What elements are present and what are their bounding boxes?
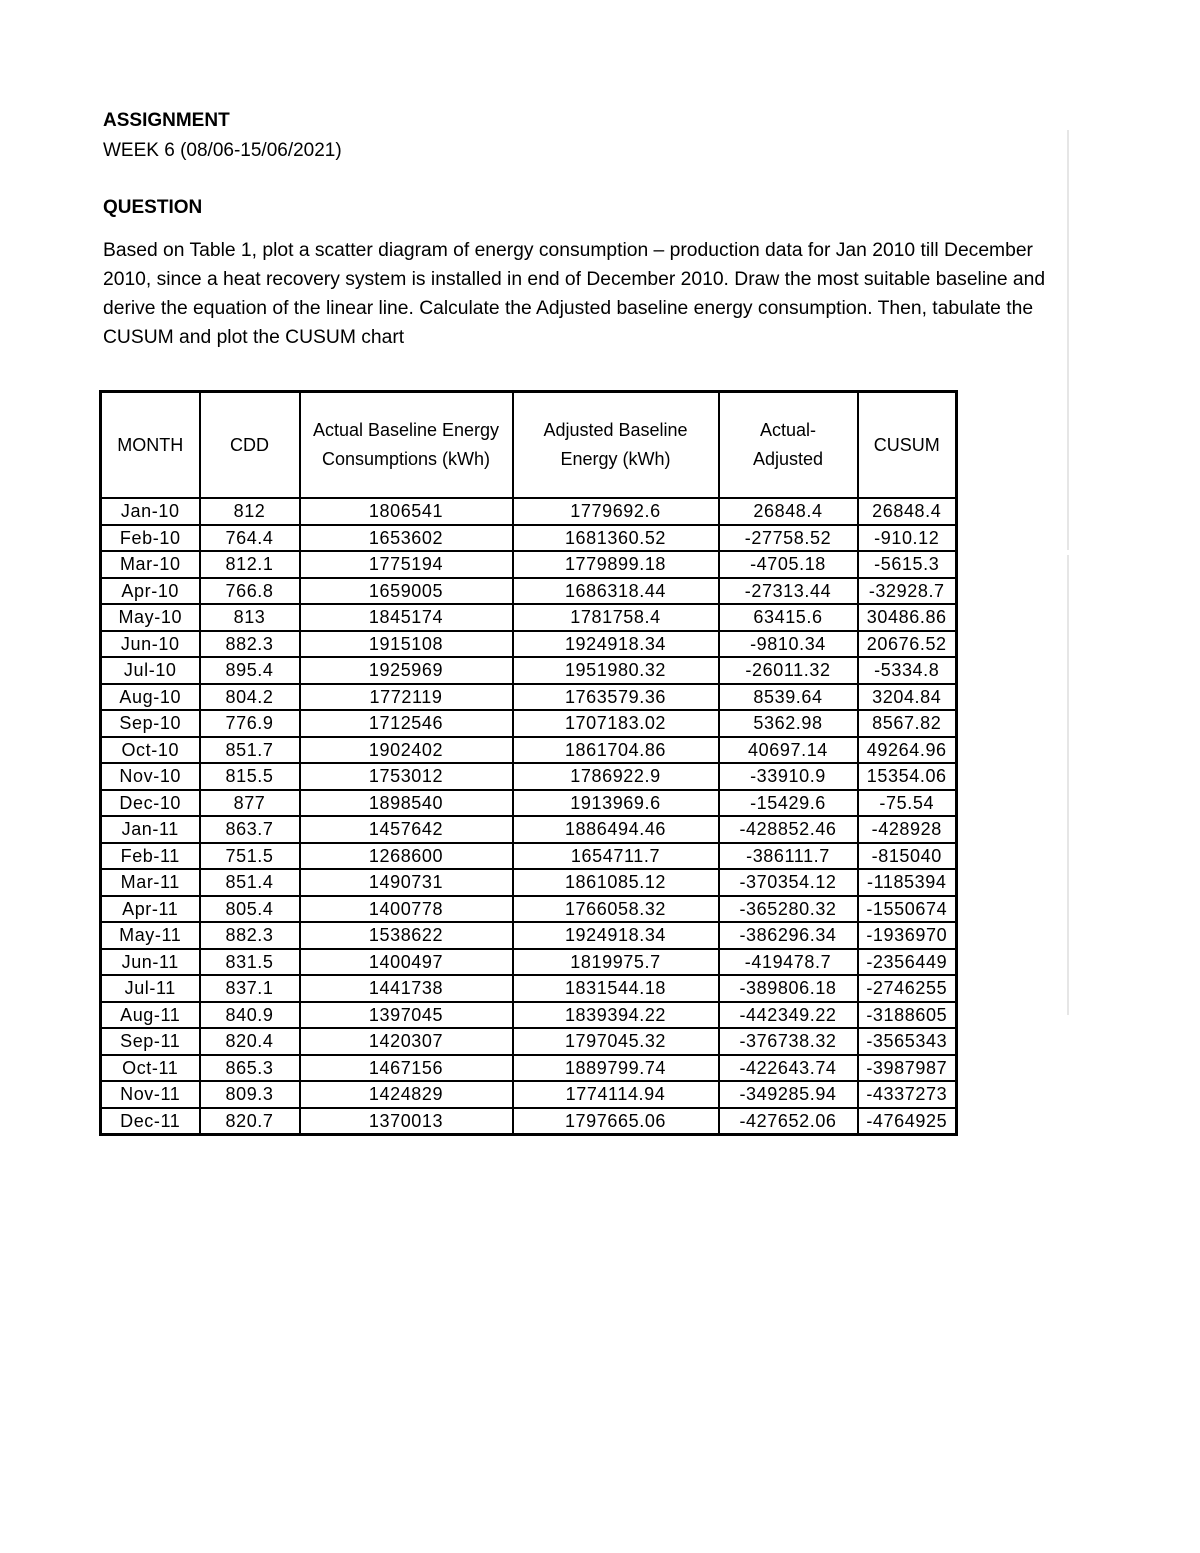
cell-month: Jan-11 xyxy=(101,816,200,843)
cell-adjusted-baseline: 1781758.4 xyxy=(513,604,719,631)
cell-actual-baseline: 1659005 xyxy=(300,578,513,605)
cell-actual-minus-adjusted: -376738.32 xyxy=(719,1028,858,1055)
cell-actual-baseline: 1420307 xyxy=(300,1028,513,1055)
cell-adjusted-baseline: 1839394.22 xyxy=(513,1002,719,1029)
cell-actual-baseline: 1467156 xyxy=(300,1055,513,1082)
table-row xyxy=(101,975,957,1002)
cell-adjusted-baseline: 1861704.86 xyxy=(513,737,719,764)
cell-month: Nov-11 xyxy=(101,1081,200,1108)
cell-actual-minus-adjusted: -4705.18 xyxy=(719,551,858,578)
cell-month: Jul-10 xyxy=(101,657,200,684)
cell-adjusted-baseline: 1786922.9 xyxy=(513,763,719,790)
cell-cusum: -1550674 xyxy=(858,896,957,923)
table-body xyxy=(101,498,957,1135)
cell-cusum: -1936970 xyxy=(858,922,957,949)
cell-actual-minus-adjusted: -389806.18 xyxy=(719,975,858,1002)
cell-month: Jan-10 xyxy=(101,498,200,525)
table-row xyxy=(101,604,957,631)
table-row xyxy=(101,1002,957,1029)
cell-actual-minus-adjusted: 63415.6 xyxy=(719,604,858,631)
cell-cusum: -1185394 xyxy=(858,869,957,896)
cell-cusum: -5334.8 xyxy=(858,657,957,684)
cell-cusum: -2746255 xyxy=(858,975,957,1002)
cell-cdd: 809.3 xyxy=(200,1081,300,1108)
cell-adjusted-baseline: 1707183.02 xyxy=(513,710,719,737)
cell-actual-baseline: 1772119 xyxy=(300,684,513,711)
cell-adjusted-baseline: 1681360.52 xyxy=(513,525,719,552)
cell-month: Jul-11 xyxy=(101,975,200,1002)
cell-actual-minus-adjusted: -370354.12 xyxy=(719,869,858,896)
table-row xyxy=(101,1055,957,1082)
cell-cusum: -3565343 xyxy=(858,1028,957,1055)
cell-cdd: 804.2 xyxy=(200,684,300,711)
cell-month: Mar-10 xyxy=(101,551,200,578)
table-row xyxy=(101,631,957,658)
cell-adjusted-baseline: 1797045.32 xyxy=(513,1028,719,1055)
cell-actual-minus-adjusted: -27313.44 xyxy=(719,578,858,605)
header-cdd: CDD xyxy=(200,392,300,499)
cell-cdd: 851.7 xyxy=(200,737,300,764)
cell-actual-minus-adjusted: -428852.46 xyxy=(719,816,858,843)
cell-actual-minus-adjusted: 26848.4 xyxy=(719,498,858,525)
cell-actual-baseline: 1653602 xyxy=(300,525,513,552)
cell-adjusted-baseline: 1779692.6 xyxy=(513,498,719,525)
cell-adjusted-baseline: 1951980.32 xyxy=(513,657,719,684)
cell-actual-minus-adjusted: -9810.34 xyxy=(719,631,858,658)
cell-adjusted-baseline: 1686318.44 xyxy=(513,578,719,605)
cell-month: Sep-11 xyxy=(101,1028,200,1055)
cell-actual-baseline: 1845174 xyxy=(300,604,513,631)
cell-cdd: 865.3 xyxy=(200,1055,300,1082)
cell-cusum: 20676.52 xyxy=(858,631,957,658)
table-row xyxy=(101,949,957,976)
assignment-heading: ASSIGNMENT xyxy=(103,110,230,131)
cell-adjusted-baseline: 1654711.7 xyxy=(513,843,719,870)
cell-cdd: 831.5 xyxy=(200,949,300,976)
cell-cusum: 49264.96 xyxy=(858,737,957,764)
cell-adjusted-baseline: 1831544.18 xyxy=(513,975,719,1002)
cell-cdd: 805.4 xyxy=(200,896,300,923)
cell-actual-minus-adjusted: -386111.7 xyxy=(719,843,858,870)
cell-cusum: -32928.7 xyxy=(858,578,957,605)
header-month: MONTH xyxy=(101,392,200,499)
cell-cdd: 751.5 xyxy=(200,843,300,870)
header-actual-minus-adjusted: Actual-Adjusted xyxy=(719,392,858,499)
cell-month: Aug-11 xyxy=(101,1002,200,1029)
cell-cusum: 8567.82 xyxy=(858,710,957,737)
table-row xyxy=(101,869,957,896)
cell-month: Jun-10 xyxy=(101,631,200,658)
cell-cusum: -910.12 xyxy=(858,525,957,552)
cell-actual-baseline: 1490731 xyxy=(300,869,513,896)
cell-cdd: 820.7 xyxy=(200,1108,300,1135)
cell-month: Apr-10 xyxy=(101,578,200,605)
page-edge-line xyxy=(1067,130,1069,550)
cell-cdd: 812.1 xyxy=(200,551,300,578)
cell-month: May-10 xyxy=(101,604,200,631)
cell-actual-baseline: 1915108 xyxy=(300,631,513,658)
cell-cdd: 837.1 xyxy=(200,975,300,1002)
cell-actual-baseline: 1400778 xyxy=(300,896,513,923)
cell-cdd: 877 xyxy=(200,790,300,817)
cell-actual-baseline: 1925969 xyxy=(300,657,513,684)
table-row xyxy=(101,896,957,923)
cell-month: Feb-10 xyxy=(101,525,200,552)
cell-actual-minus-adjusted: 8539.64 xyxy=(719,684,858,711)
cell-month: Oct-10 xyxy=(101,737,200,764)
cell-actual-minus-adjusted: -15429.6 xyxy=(719,790,858,817)
cell-adjusted-baseline: 1924918.34 xyxy=(513,631,719,658)
cell-adjusted-baseline: 1861085.12 xyxy=(513,869,719,896)
cell-month: Oct-11 xyxy=(101,1055,200,1082)
cell-cdd: 776.9 xyxy=(200,710,300,737)
cell-cdd: 764.4 xyxy=(200,525,300,552)
cell-cdd: 895.4 xyxy=(200,657,300,684)
cell-adjusted-baseline: 1779899.18 xyxy=(513,551,719,578)
cell-cusum: 15354.06 xyxy=(858,763,957,790)
cell-actual-baseline: 1712546 xyxy=(300,710,513,737)
header-adjusted-baseline: Adjusted Baseline Energy (kWh) xyxy=(513,392,719,499)
cell-actual-baseline: 1898540 xyxy=(300,790,513,817)
cell-cdd: 882.3 xyxy=(200,631,300,658)
table-row xyxy=(101,498,957,525)
cell-actual-minus-adjusted: -349285.94 xyxy=(719,1081,858,1108)
table-row xyxy=(101,710,957,737)
table-row xyxy=(101,922,957,949)
question-text: Based on Table 1, plot a scatter diagram of energy consumption – production data for Jan 2010 till December 2010, since a heat recovery system is installed in end of December 2010. Draw the most suitable baseline and derive the equation of the linear line. Calculate the Adjusted baseline energy consumption. Then, tabulate the CUSUM and plot the CUSUM chart xyxy=(103,240,1046,348)
cell-actual-baseline: 1806541 xyxy=(300,498,513,525)
cell-cusum: 3204.84 xyxy=(858,684,957,711)
cell-month: Sep-10 xyxy=(101,710,200,737)
cell-adjusted-baseline: 1774114.94 xyxy=(513,1081,719,1108)
cell-cdd: 766.8 xyxy=(200,578,300,605)
cell-month: May-11 xyxy=(101,922,200,949)
cell-adjusted-baseline: 1924918.34 xyxy=(513,922,719,949)
cell-adjusted-baseline: 1766058.32 xyxy=(513,896,719,923)
table-row xyxy=(101,551,957,578)
cell-actual-baseline: 1902402 xyxy=(300,737,513,764)
cell-actual-baseline: 1457642 xyxy=(300,816,513,843)
cell-adjusted-baseline: 1889799.74 xyxy=(513,1055,719,1082)
cell-month: Nov-10 xyxy=(101,763,200,790)
cell-month: Apr-11 xyxy=(101,896,200,923)
cell-cusum: -815040 xyxy=(858,843,957,870)
cell-cusum: -5615.3 xyxy=(858,551,957,578)
table-row xyxy=(101,657,957,684)
cell-cdd: 813 xyxy=(200,604,300,631)
cell-cusum: -3188605 xyxy=(858,1002,957,1029)
cell-actual-minus-adjusted: -442349.22 xyxy=(719,1002,858,1029)
cell-cdd: 882.3 xyxy=(200,922,300,949)
cell-actual-baseline: 1538622 xyxy=(300,922,513,949)
header-cusum: CUSUM xyxy=(858,392,957,499)
cell-cdd: 815.5 xyxy=(200,763,300,790)
table-row xyxy=(101,1028,957,1055)
table-row xyxy=(101,816,957,843)
cell-month: Dec-11 xyxy=(101,1108,200,1135)
cell-cdd: 863.7 xyxy=(200,816,300,843)
question-heading: QUESTION xyxy=(103,197,203,218)
table-row xyxy=(101,578,957,605)
cell-adjusted-baseline: 1763579.36 xyxy=(513,684,719,711)
cell-cusum: 26848.4 xyxy=(858,498,957,525)
cell-cusum: -2356449 xyxy=(858,949,957,976)
cell-month: Jun-11 xyxy=(101,949,200,976)
table-row xyxy=(101,684,957,711)
cell-actual-baseline: 1424829 xyxy=(300,1081,513,1108)
energy-cusum-table xyxy=(99,390,958,1136)
cell-cdd: 851.4 xyxy=(200,869,300,896)
table-row xyxy=(101,790,957,817)
cell-actual-baseline: 1753012 xyxy=(300,763,513,790)
cell-month: Mar-11 xyxy=(101,869,200,896)
cell-month: Feb-11 xyxy=(101,843,200,870)
table-row xyxy=(101,1108,957,1135)
cell-cdd: 812 xyxy=(200,498,300,525)
cell-actual-baseline: 1370013 xyxy=(300,1108,513,1135)
header-actual-baseline: Actual Baseline Energy Consumptions (kWh) xyxy=(300,392,513,499)
cell-month: Aug-10 xyxy=(101,684,200,711)
cell-cdd: 820.4 xyxy=(200,1028,300,1055)
week-label: WEEK 6 (08/06-15/06/2021) xyxy=(103,140,342,161)
cell-cusum: -4337273 xyxy=(858,1081,957,1108)
cell-actual-minus-adjusted: 40697.14 xyxy=(719,737,858,764)
table-row xyxy=(101,737,957,764)
cell-actual-minus-adjusted: -427652.06 xyxy=(719,1108,858,1135)
cell-actual-baseline: 1397045 xyxy=(300,1002,513,1029)
cell-actual-minus-adjusted: -27758.52 xyxy=(719,525,858,552)
page-edge-line xyxy=(1067,555,1069,1015)
cell-actual-minus-adjusted: -386296.34 xyxy=(719,922,858,949)
table-header-row xyxy=(101,392,957,499)
cell-adjusted-baseline: 1797665.06 xyxy=(513,1108,719,1135)
cell-cusum: 30486.86 xyxy=(858,604,957,631)
table-row xyxy=(101,763,957,790)
cell-actual-minus-adjusted: -26011.32 xyxy=(719,657,858,684)
cell-cusum: -3987987 xyxy=(858,1055,957,1082)
cell-actual-minus-adjusted: -33910.9 xyxy=(719,763,858,790)
cell-cdd: 840.9 xyxy=(200,1002,300,1029)
cell-cusum: -4764925 xyxy=(858,1108,957,1135)
cell-actual-baseline: 1775194 xyxy=(300,551,513,578)
table-row xyxy=(101,525,957,552)
cell-adjusted-baseline: 1819975.7 xyxy=(513,949,719,976)
cell-actual-minus-adjusted: -365280.32 xyxy=(719,896,858,923)
cell-actual-minus-adjusted: -419478.7 xyxy=(719,949,858,976)
table-row xyxy=(101,1081,957,1108)
cell-adjusted-baseline: 1886494.46 xyxy=(513,816,719,843)
cell-actual-minus-adjusted: -422643.74 xyxy=(719,1055,858,1082)
cell-actual-baseline: 1441738 xyxy=(300,975,513,1002)
cell-month: Dec-10 xyxy=(101,790,200,817)
cell-adjusted-baseline: 1913969.6 xyxy=(513,790,719,817)
cell-actual-baseline: 1400497 xyxy=(300,949,513,976)
table-row xyxy=(101,843,957,870)
cell-actual-minus-adjusted: 5362.98 xyxy=(719,710,858,737)
cell-cusum: -428928 xyxy=(858,816,957,843)
cell-cusum: -75.54 xyxy=(858,790,957,817)
cell-actual-baseline: 1268600 xyxy=(300,843,513,870)
